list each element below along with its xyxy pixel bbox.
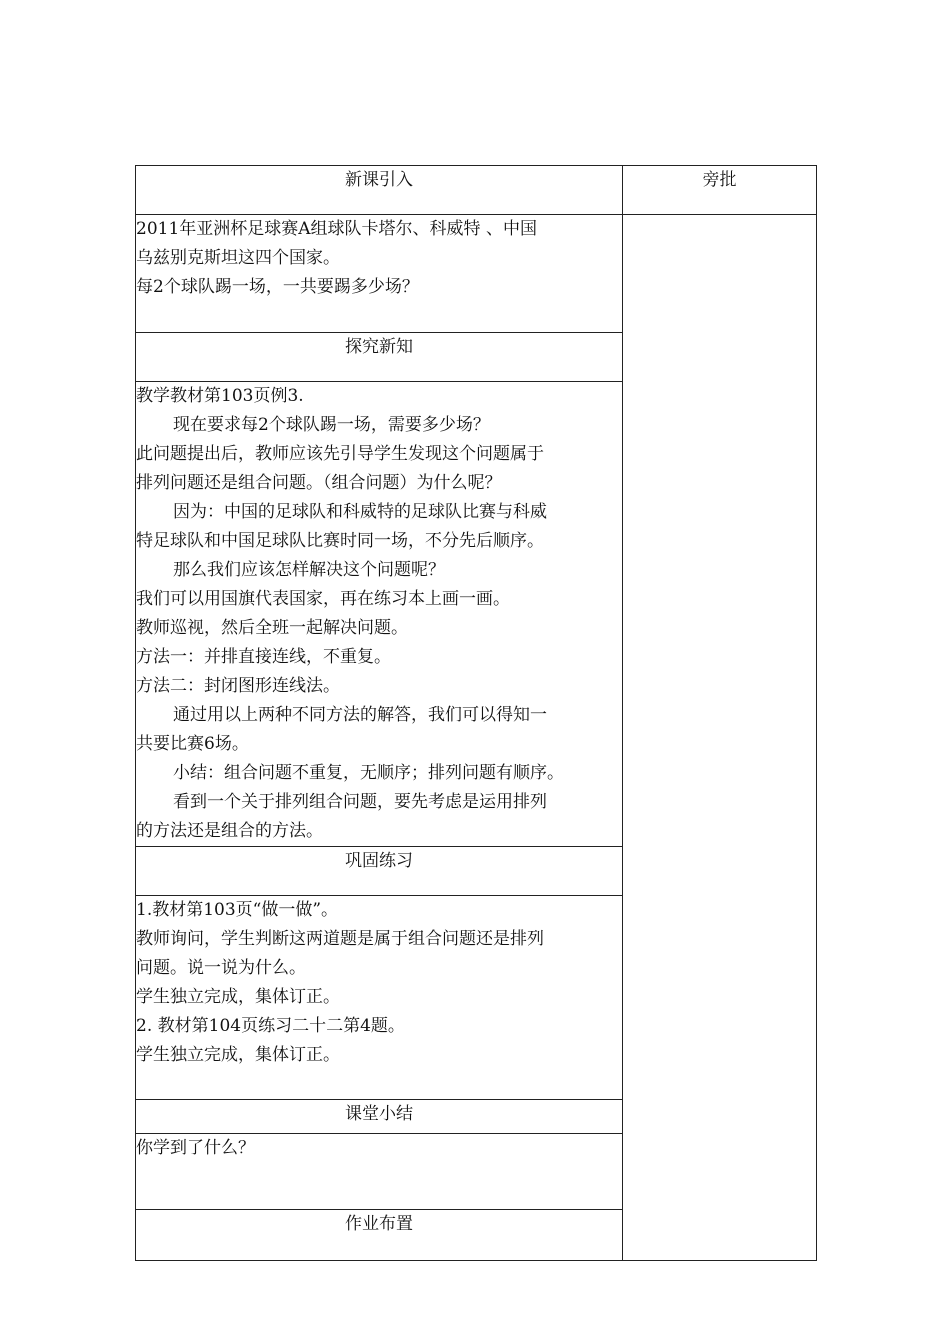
text-line: 那么我们应该怎样解决这个问题呢？ bbox=[173, 560, 445, 580]
section-title: 作业布置 bbox=[136, 1210, 623, 1261]
text-line: 看到一个关于排列组合问题，要先考虑是运用排列 bbox=[173, 792, 547, 812]
text-line: 2011年亚洲杯足球赛A组球队卡塔尔、科威特 、中国 bbox=[136, 219, 537, 239]
text-line: 排列问题还是组合问题。（组合问题）为什么呢？ bbox=[136, 473, 502, 493]
text-line: 教学教材第103页例3. bbox=[136, 386, 304, 406]
text-line: 每2个球队踢一场，一共要踢多少场？ bbox=[136, 277, 419, 297]
text-line: 小结：组合问题不重复，无顺序；排列问题有顺序。 bbox=[173, 763, 564, 783]
text-line: 我们可以用国旗代表国家，再在练习本上画一画。 bbox=[136, 589, 510, 609]
section-body bbox=[136, 215, 623, 333]
text-line: 教师巡视，然后全班一起解决问题。 bbox=[136, 618, 408, 638]
text-line: 方法二：封闭图形连线法。 bbox=[136, 676, 340, 696]
text-line: 此问题提出后，教师应该先引导学生发现这个问题属于 bbox=[136, 444, 544, 464]
text-line: 的方法还是组合的方法。 bbox=[136, 821, 323, 841]
section-title: 课堂小结 bbox=[136, 1100, 623, 1134]
text-line: 特足球队和中国足球队比赛时同一场，不分先后顺序。 bbox=[136, 531, 544, 551]
text-line: 共要比赛6场。 bbox=[136, 734, 249, 754]
side-notes-area bbox=[623, 215, 817, 1261]
section-body bbox=[136, 382, 623, 847]
text-line: 问题。说一说为什么。 bbox=[136, 958, 306, 978]
text-line: 乌兹别克斯坦这四个国家。 bbox=[136, 248, 340, 268]
section-title: 探究新知 bbox=[136, 333, 623, 382]
text-line: 你学到了什么？ bbox=[136, 1138, 255, 1158]
text-line: 方法一：并排直接连线，不重复。 bbox=[136, 647, 391, 667]
text-line: 现在要求每2个球队踢一场，需要多少场？ bbox=[173, 415, 490, 435]
section-title: 巩固练习 bbox=[136, 847, 623, 896]
text-line: 因为：中国的足球队和科威特的足球队比赛与科威 bbox=[173, 502, 547, 522]
text-line: 教师询问，学生判断这两道题是属于组合问题还是排列 bbox=[136, 929, 544, 949]
section-body bbox=[136, 896, 623, 1100]
section-title: 新课引入 bbox=[136, 166, 623, 215]
text-line: 1.教材第103页“做一做”。 bbox=[136, 900, 339, 920]
text-line: 学生独立完成，集体订正。 bbox=[136, 987, 340, 1007]
side-notes-header: 旁批 bbox=[623, 166, 817, 215]
text-line: 通过用以上两种不同方法的解答，我们可以得知一 bbox=[173, 705, 547, 725]
text-line: 学生独立完成，集体订正。 bbox=[136, 1045, 340, 1065]
text-line: 2. 教材第104页练习二十二第4题。 bbox=[136, 1016, 405, 1036]
section-body bbox=[136, 1134, 623, 1210]
lesson-plan-table bbox=[135, 165, 817, 1261]
